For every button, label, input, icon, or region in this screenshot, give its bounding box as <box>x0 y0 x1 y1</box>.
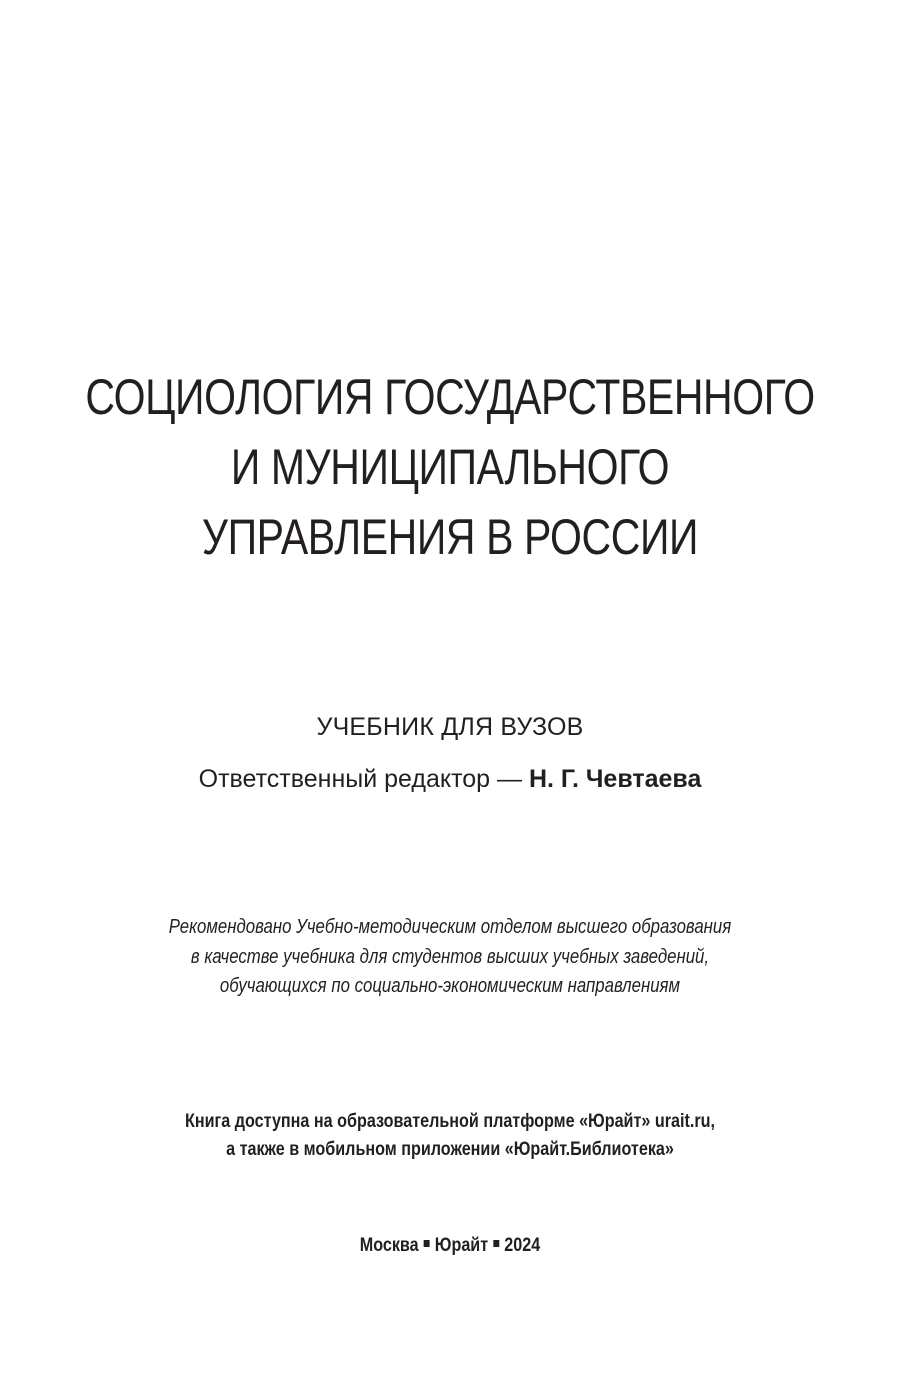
square-bullet-icon <box>493 1240 499 1247</box>
recommendation-line-2: в качестве учебника для студентов высших учебных заведений, <box>190 945 710 968</box>
book-title <box>81 362 819 572</box>
availability-note <box>68 1108 833 1164</box>
book-type: УЧЕБНИК ДЛЯ ВУЗОВ <box>316 713 584 741</box>
imprint-year: 2024 <box>504 1235 541 1256</box>
recommendation-line-3: обучающихся по социально-экономическим направлениям <box>219 975 681 997</box>
editor-name: Н. Г. Чевтаева <box>528 765 702 793</box>
availability-line-2: а также в мобильном приложении «Юрайт.Библиотека» <box>226 1139 674 1160</box>
book-title-line-2: И МУНИЦИПАЛЬНОГО <box>230 439 670 495</box>
square-bullet-icon <box>424 1240 430 1247</box>
imprint-city: Москва <box>359 1235 419 1256</box>
recommendation-note <box>72 913 828 1002</box>
availability-line-1: Книга доступна на образовательной платформе «Юрайт» urait.ru, <box>185 1111 715 1132</box>
book-title-line-1: СОЦИОЛОГИЯ ГОСУДАРСТВЕННОГО <box>85 369 815 425</box>
recommendation-line-1: Рекомендовано Учебно-методическим отделом высшего образования <box>168 916 732 938</box>
book-title-line-3: УПРАВЛЕНИЯ В РОССИИ <box>201 509 699 565</box>
imprint <box>68 1233 833 1259</box>
imprint-publisher: Юрайт <box>434 1235 489 1256</box>
editor-label: Ответственный редактор — <box>198 765 529 793</box>
responsible-editor <box>0 762 900 796</box>
